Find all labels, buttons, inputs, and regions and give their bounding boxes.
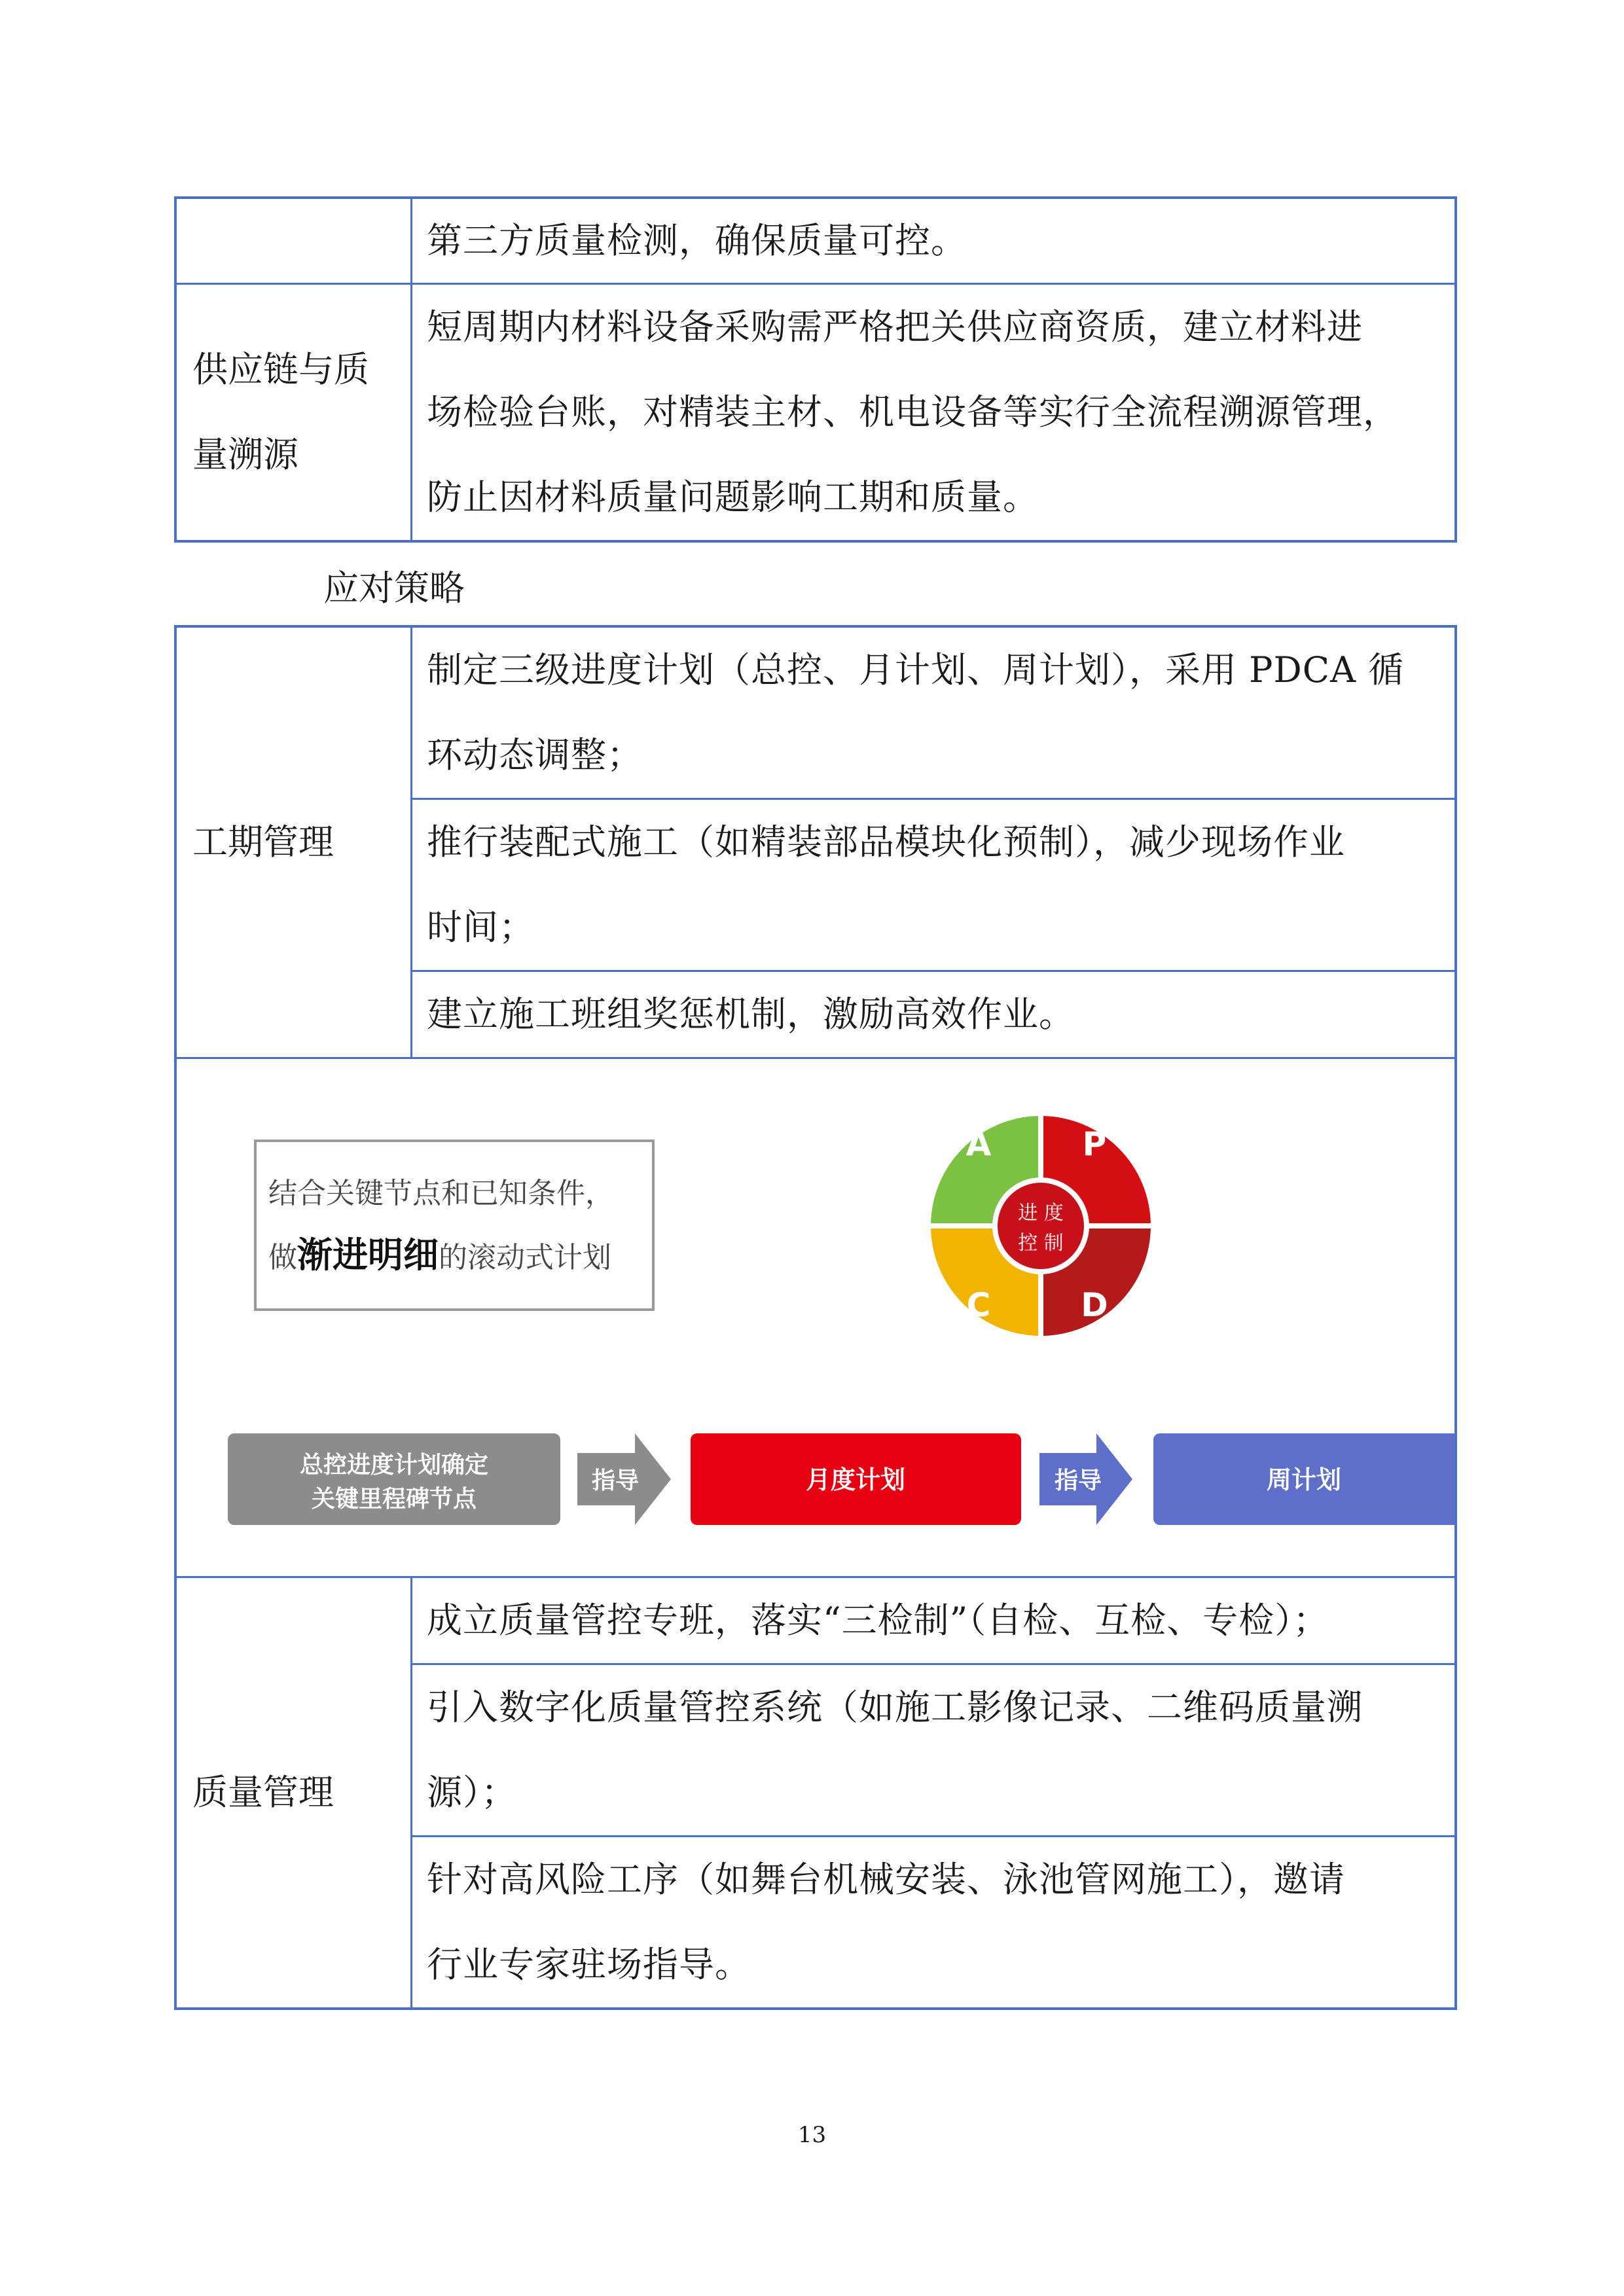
label-line: 量溯源 [192,434,298,475]
text-line: 环动态调整； [427,734,643,776]
row-text: 第三方质量检测，确保质量可控。 [427,220,967,261]
text-line: 制定三级进度计划（总控、月计划、周计划），采用 PDCA 循 [427,649,1405,691]
note-bold: 渐进明细 [297,1234,439,1276]
label-line: 供应链与质 [192,349,369,390]
quality-item [412,1837,1454,2007]
table-row [177,285,1454,540]
text-line: 推行装配式施工（如精装部品模块化预制），减少现场作业 [427,821,1345,863]
flow-box-weekly-label: 周计划 [1266,1465,1342,1494]
page-number: 13 [797,2122,827,2148]
flow-box-monthly-label: 月度计划 [805,1465,906,1494]
text-line: 场检验台账，对精装主材、机电设备等实行全流程溯源管理， [427,391,1399,433]
pdca-label-p: P [1082,1125,1107,1163]
note-box [255,1141,653,1310]
row-label: 工期管理 [177,628,412,1057]
note-line2 [268,1234,611,1276]
text-line: 行业专家驻场指导。 [427,1944,751,1985]
pdca-center [995,1180,1087,1272]
table-row [177,199,1454,285]
flow-box-master-line2: 关键里程碑节点 [311,1486,477,1513]
pdca-label-a: A [965,1125,992,1163]
table-row-quality [177,1578,1454,2007]
section-heading: 应对策略 [323,567,465,609]
text-line: 防止因材料质量问题影响工期和质量。 [427,476,1039,518]
pdca-center-line2: 控 制 [1018,1232,1064,1255]
pdca-label-d: D [1081,1286,1108,1324]
text-line: 源）； [427,1772,517,1813]
table-supply-chain [174,196,1457,543]
text-line: 建立施工班组奖惩机制，激励高效作业。 [427,994,1075,1035]
text-line: 引入数字化质量管控系统（如施工影像记录、二维码质量溯 [427,1687,1363,1728]
note-prefix: 做 [268,1241,297,1274]
table-strategy [174,625,1457,2010]
pdca-label-c: C [966,1286,991,1324]
flow-arrow-2-label: 指导 [1054,1467,1102,1494]
note-line1: 结合关键节点和已知条件， [268,1177,614,1210]
text-line: 时间； [427,906,535,948]
schedule-item [412,800,1454,972]
row-label: 质量管理 [177,1578,412,2007]
schedule-item [412,972,1454,1057]
flow-box-master-line1: 总控进度计划确定 [299,1452,489,1479]
flow-arrow-1-label: 指导 [591,1467,640,1494]
text-line: 针对高风险工序（如舞台机械安装、泳池管网施工），邀请 [427,1859,1345,1900]
pdca-center-line1: 进 度 [1018,1202,1064,1225]
row-text [412,285,1454,540]
row-label [177,285,412,540]
note-suffix: 的滚动式计划 [439,1241,611,1274]
quality-item [412,1578,1454,1665]
row-label [177,199,412,283]
table-row-schedule [177,628,1454,1059]
text-line: 成立质量管控专班，落实“三检制”（自检、互检、专检）； [427,1600,1329,1641]
schedule-item [412,628,1454,800]
quality-item [412,1665,1454,1837]
rolling-plan-figure [177,1059,1455,1576]
text-line: 短周期内材料设备采购需严格把关供应商资质，建立材料进 [427,306,1363,348]
pdca-circle [931,1116,1151,1336]
figure-row [177,1059,1454,1578]
